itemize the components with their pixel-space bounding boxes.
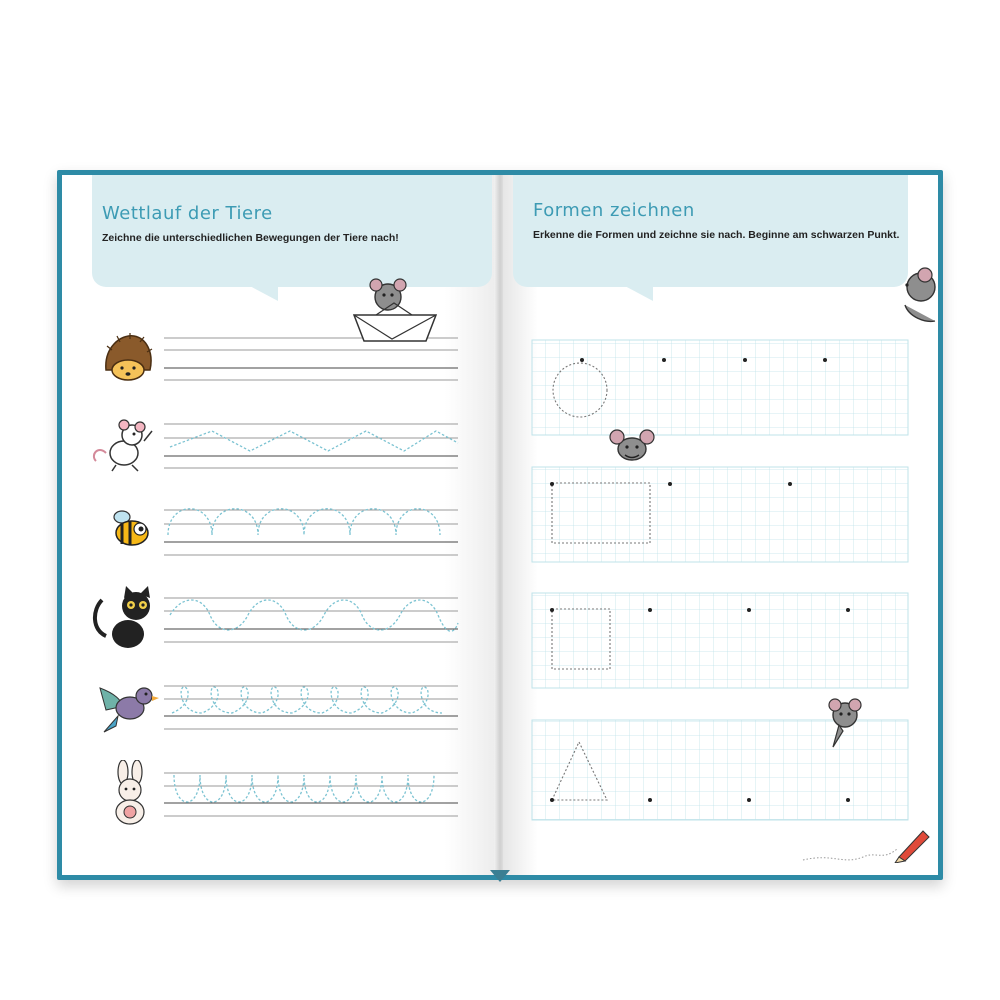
bee-icon [104, 507, 152, 551]
mouse-icon [92, 415, 162, 473]
waves-trace [170, 600, 458, 631]
left-page [62, 175, 497, 875]
peeking-mouse-icon [895, 265, 938, 330]
shape-grid [503, 175, 938, 875]
right-page [503, 175, 938, 875]
hedgehog-icon [100, 330, 156, 386]
left-page-title: Wettlauf der Tiere [102, 203, 273, 224]
right-page-title: Formen zeichnen [533, 200, 695, 221]
right-page-instruction: Erkenne die Formen und zeichne sie nach. Beginne am schwarzen Punkt. [533, 229, 900, 241]
bird-icon [96, 680, 162, 736]
climbing-mouse-icon [825, 697, 867, 753]
pencil-icon [893, 823, 933, 863]
arches-trace [168, 509, 440, 535]
loops-trace [172, 687, 442, 713]
left-page-instruction: Zeichne die unterschiedlichen Bewegungen der Tiere nach! [102, 232, 399, 244]
cat-icon [92, 580, 164, 652]
bunny-icon [108, 760, 152, 826]
cups-trace [174, 775, 434, 802]
mouse-in-boat-icon [352, 273, 442, 348]
mouse-head-icon [607, 427, 657, 465]
zigzag-trace [170, 431, 458, 451]
